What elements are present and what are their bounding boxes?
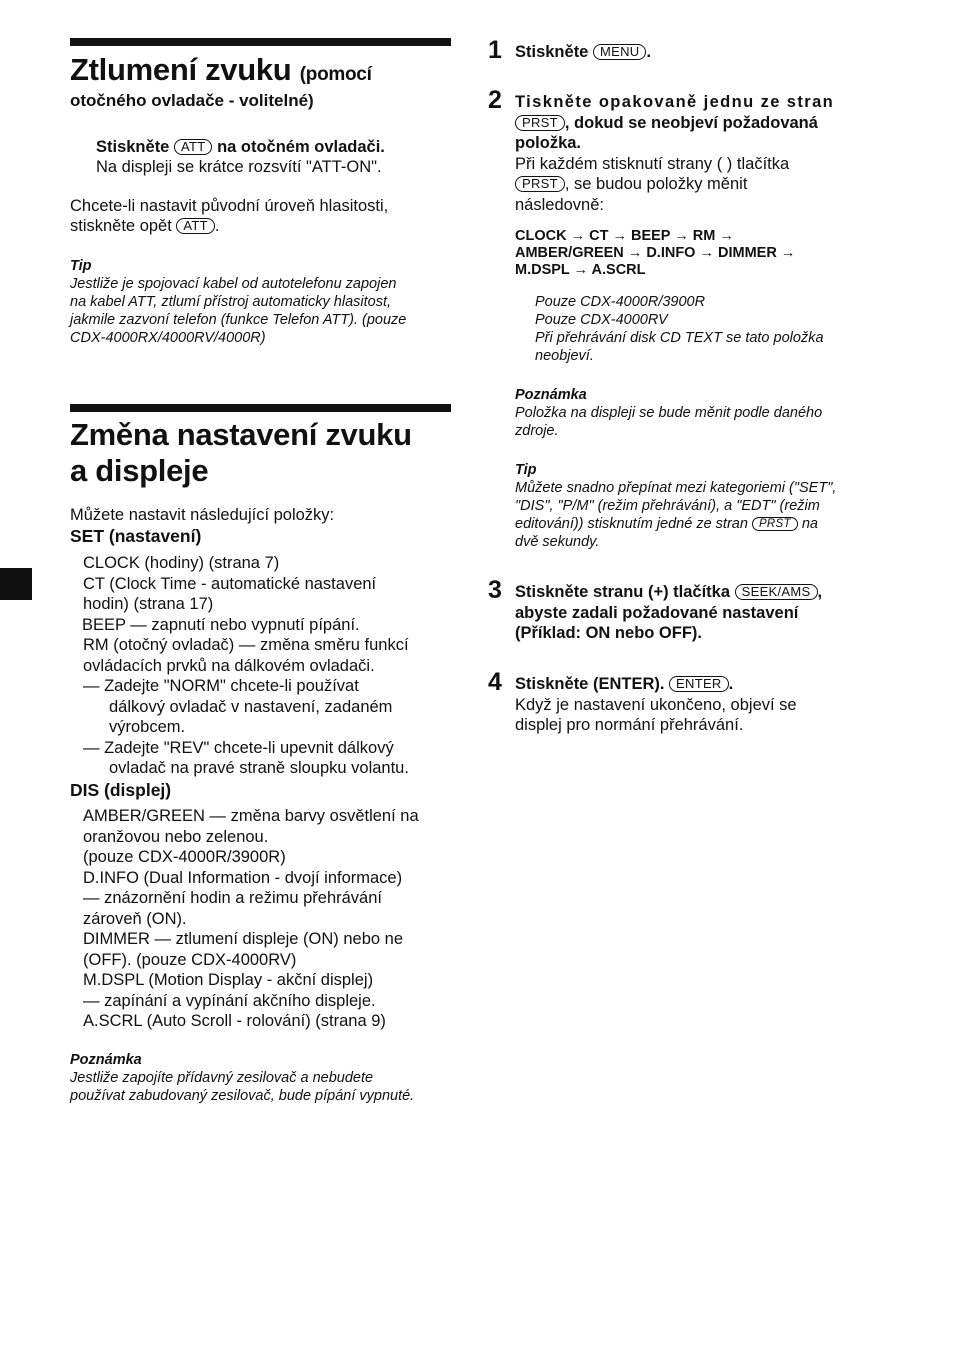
tip-text [515,479,836,551]
section-rule [70,38,451,46]
title-line2: a displeje [70,453,209,488]
dis-item: AMBER/GREEN — změna barvy osvětlení na [83,807,419,825]
tip-line: CDX-4000RX/4000RV/4000R) [70,330,266,346]
tip-line: Jestliže je spojovací kabel od autotelefonu zapojen [70,276,397,292]
sequence-line: AMBER/GREEN → D.INFO → DIMMER → [515,245,796,261]
sequence-line: M.DSPL → A.SCRL [515,262,646,278]
title-small: (pomocí [299,64,372,85]
step3-block [515,582,875,644]
step4-line1 [515,674,875,695]
step-number: 3 [488,576,502,604]
title-subline: otočného ovladače - volitelné) [70,91,314,110]
note-line: používat zabudovaný zesilovač, bude pípání vypnuté. [70,1088,415,1104]
step1-post: . [646,43,652,61]
step-number: 1 [488,36,502,64]
note-text [70,1069,414,1105]
tip-line: "DIS", "P/M" (režim přehrávání), a "EDT" (režim [515,498,820,514]
section-title-ztlumeni [70,52,372,93]
set-list [83,553,453,779]
tip-line: dvě sekundy. [515,534,600,550]
step4-pre: Stiskněte (ENTER). [515,675,665,693]
prst-button: PRST [515,115,565,131]
step2-line1: Tiskněte opakovaně jednu ze stran [515,93,835,111]
page-side-tab [0,568,32,600]
title-line1: Změna nastavení zvuku [70,417,412,452]
instr-pre: Stiskněte [96,138,170,156]
set-item: RM (otočný ovladač) — změna směru funkcí [83,636,409,654]
step4-post: . [728,675,734,693]
step2-line3: položka. [515,134,582,152]
dis-item: zároveň (ON). [83,909,187,928]
dis-item: M.DSPL (Motion Display - akční displej) [83,971,374,989]
set-heading: SET (nastavení) [70,526,202,546]
step3-post: , [817,583,823,601]
footnote: neobjeví. [535,348,594,364]
step2-body3: následovně: [515,195,604,214]
step2-body2-post: , se budou položky měnit [564,175,748,193]
step2-block [515,92,871,215]
set-item: ovládacích prvků na dálkovém ovladači. [83,656,375,675]
step4-body: displej pro normání přehrávání. [515,716,744,734]
sequence-line: CLOCK → CT → BEEP → RM → [515,228,734,244]
step1-pre: Stiskněte [515,43,589,61]
restore-line2 [70,216,220,237]
att-button: ATT [174,139,213,155]
step3-pre: Stiskněte stranu (+) tlačítka [515,583,731,601]
step1-text [515,42,651,63]
dash-item-cont: výrobcem. [109,718,186,736]
menu-button: MENU [593,44,646,60]
att-note: Na displeji se krátce rozsvítí "ATT-ON". [96,158,382,176]
tip-label: Tip [70,258,92,274]
dash-item: — Zadejte "REV" chcete-li upevnit dálkový [83,738,394,757]
dis-item: oranžovou nebo zelenou. [83,827,269,846]
step4-body: Když je nastavení ukončeno, objeví se [515,695,797,714]
step4-block [515,674,875,736]
dis-item: DIMMER — ztlumení displeje (ON) nebo ne [83,930,404,948]
dis-list [83,806,453,1032]
sequence [515,228,871,279]
section-rule [70,404,451,412]
restore-pre: stiskněte opět [70,217,172,235]
set-item: CT (Clock Time - automatické nastavení [83,574,377,593]
att-instruction [96,137,385,158]
set-item: CLOCK (hodiny) (strana 7) [83,554,280,572]
att-button-2: ATT [176,218,215,234]
instr-post: na otočném ovladači. [217,138,385,156]
restore-post: . [214,217,220,235]
set-item: BEEP — zapnutí nebo vypnutí pípání. [82,615,360,634]
step3-line1 [515,582,875,603]
prst-button: PRST [515,176,565,192]
tip-line: jakmile zazvoní telefon (funkce Telefon ATT). (pouze [70,312,407,328]
restore-line1: Chcete-li nastavit původní úroveň hlasitosti, [70,197,389,215]
note-label: Poznámka [70,1052,142,1068]
tip-line: Můžete snadno přepínat mezi kategoriemi ("SET", [515,480,837,496]
step2-body2 [515,174,871,195]
dis-item: D.INFO (Dual Information - dvojí informace) [83,868,403,887]
note-line: Jestliže zapojíte přídavný zesilovač a nebudete [70,1070,374,1086]
section-title-zmena [70,417,412,489]
tip-line-text: editování)) stisknutím jedné ze stran [515,516,748,532]
step-number: 4 [488,668,502,696]
dis-item: — zapínání a vypínání akčního displeje. [83,991,376,1010]
title-main: Ztlumení zvuku [70,52,292,87]
footnotes [535,293,824,365]
tip-line [515,515,836,533]
step2-line2-post: , dokud se neobjeví požadovaná [564,113,818,132]
footnote: Při přehrávání disk CD TEXT se tato položka [535,330,824,346]
dis-item: (OFF). (pouze CDX-4000RV) [83,950,297,969]
set-item: hodin) (strana 17) [83,595,214,613]
dash-item: — Zadejte "NORM" chcete-li používat [83,677,359,695]
seek-ams-button: SEEK/AMS [735,584,818,600]
note-line: Položka na displeji se bude měnit podle daného [515,405,823,421]
dis-item: (pouze CDX-4000R/3900R) [83,848,286,866]
step-number: 2 [488,86,502,114]
dash-item-cont: dálkový ovladač v nastavení, zadaném [109,697,393,716]
step3-line2: abyste zadali požadované nastavení [515,603,799,622]
dis-item: — znázornění hodin a režimu přehrávání [83,889,382,907]
dis-item: A.SCRL (Auto Scroll - rolování) (strana 9) [83,1012,386,1030]
step2-line2 [515,113,871,134]
intro-text: Můžete nastavit následující položky: [70,506,335,524]
note-line: zdroje. [515,423,559,439]
prst-button: PRST [752,517,798,531]
tip-label: Tip [515,462,537,478]
enter-button: ENTER [669,676,729,692]
step3-line3: (Příklad: ON nebo OFF). [515,624,703,642]
note-label: Poznámka [515,387,587,403]
note-text [515,404,822,440]
tip-line: na kabel ATT, ztlumí přístroj automaticky hlasitost, [70,294,392,310]
dash-item-cont: ovladač na pravé straně sloupku volantu. [109,759,409,777]
footnote: Pouze CDX-4000RV [535,312,668,328]
tip-text [70,275,406,347]
step2-body1: Při každém stisknutí strany ( ) tlačítka [515,154,790,173]
dis-heading: DIS (displej) [70,780,172,800]
tip-post: na [801,516,818,532]
footnote: Pouze CDX-4000R/3900R [535,294,706,310]
